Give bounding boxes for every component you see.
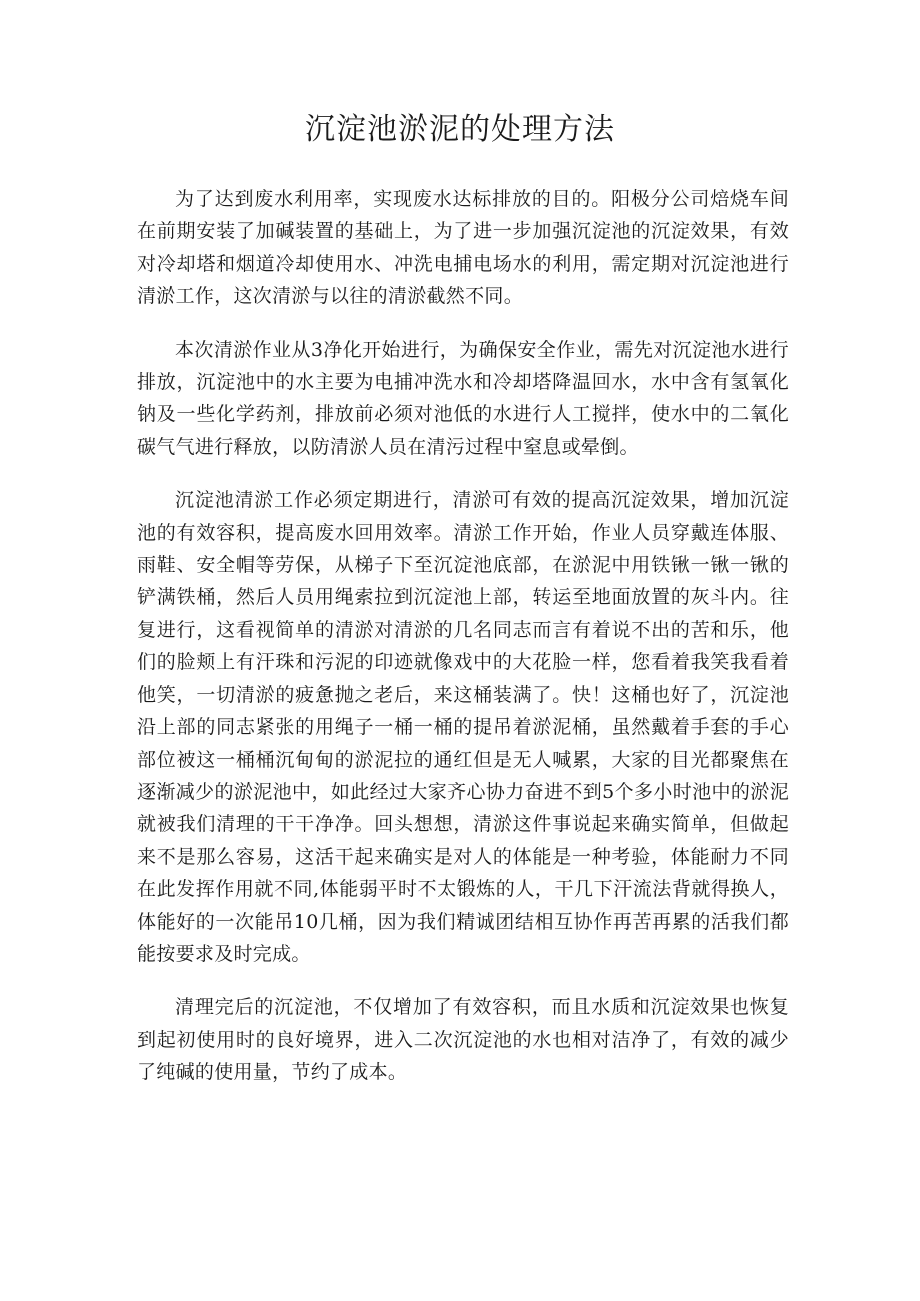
paragraph-1: 为了达到废水利用率，实现废水达标排放的目的。阳极分公司焙烧车间在前期安装了加碱装置的基础上，为了进一步加强沉淀池的沉淀效果，有效对冷却塔和烟道冷却使用水、冲洗电捕电场水的利用，需定期对沉淀池进行清淤工作，这次清淤与以往的清淤截然不同。 xyxy=(137,188,789,308)
paragraph-2: 本次清淤作业从3净化开始进行，为确保安全作业，需先对沉淀池水进行排放，沉淀池中的水主要为电捕冲洗水和冷却塔降温回水，水中含有氢氧化钠及一些化学药剂，排放前必须对池低的水进行人工搅拌，使水中的二氧化碳气气进行释放，以防清淤人员在清污过程中窒息或晕倒。 xyxy=(137,338,789,458)
paragraph-4: 清理完后的沉淀池，不仅增加了有效容积，而且水质和沉淀效果也恢复到起初使用时的良好境界，进入二次沉淀池的水也相对洁净了，有效的减少了纯碱的使用量，节约了成本。 xyxy=(137,996,789,1084)
paragraph-3: 沉淀池清淤工作必须定期进行，清淤可有效的提高沉淀效果，增加沉淀池的有效容积，提高废水回用效率。清淤工作开始，作业人员穿戴连体服、雨鞋、安全帽等劳保，从梯子下至沉淀池底部，在淤泥中用铁锹一锹一锹的铲满铁桶，然后人员用绳索拉到沉淀池上部，转运至地面放置的灰斗内。往复进行，这看视简单的清淤对清淤的几名同志而言有着说不出的苦和乐，他们的脸颊上有汗珠和污泥的印迹就像戏中的大花脸一样，您看着我笑我看着他笑，一切清淤的疲惫抛之老后，来这桶装满了。快！这桶也好了，沉淀池沿上部的同志紧张的用绳子一桶一桶的提吊着淤泥桶，虽然戴着手套的手心部位被这一桶桶沉甸甸的淤泥拉的通红但是无人喊累，大家的目光都聚焦在逐渐减少的淤泥池中，如此经过大家齐心协力奋进不到5个多小时池中的淤泥就被我们清理的干干净净。回头想想，清淤这件事说起来确实简单，但做起来不是那么容易，这活干起来确实是对人的体能是一种考验，体能耐力不同在此发挥作用就不同,体能弱平时不太锻炼的人，干几下汗流法背就得换人，体能好的一次能吊10几桶，因为我们精诚团结相互协作再苦再累的活我们都能按要求及时完成。 xyxy=(137,489,789,965)
document-title: 沉淀池淤泥的处理方法 xyxy=(305,112,615,147)
document-body xyxy=(137,183,789,1110)
